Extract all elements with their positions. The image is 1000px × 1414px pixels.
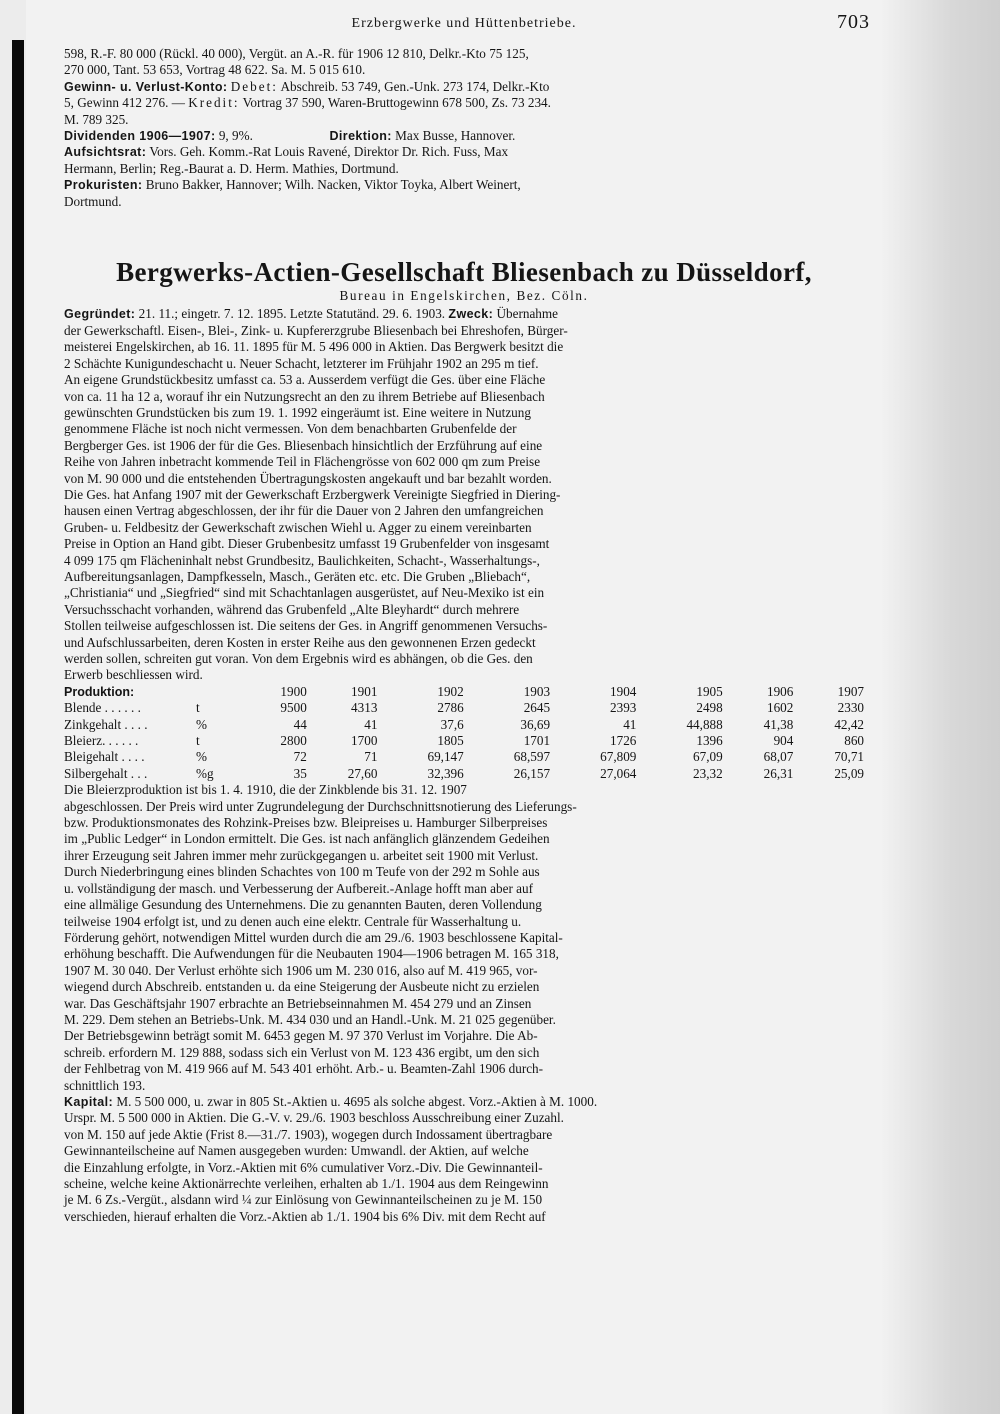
- gv-konto-label: Gewinn- u. Verlust-Konto:: [64, 79, 228, 94]
- prokuristen-line: [64, 177, 864, 193]
- text-line: eine allmälige Gesundung des Unternehmens. Die zu genannten Bauten, deren Vollendung: [64, 897, 542, 913]
- text-line: Dortmund.: [64, 193, 122, 209]
- row-label: Bleigehalt . . . .: [64, 749, 145, 765]
- table-cell: 70,71: [834, 749, 864, 765]
- text-line: genommene Fläche ist noch nicht vermessen. Von dem benachbarten Grubenfelde der: [64, 421, 517, 437]
- row-unit: t: [196, 700, 200, 716]
- text-line: Bergberger Ges. ist 1906 der für die Ges. Bliesenbach hinsichtlich der Erzführung auf eine: [64, 437, 543, 453]
- text-line: verschieden, hierauf erhalten die Vorz.-Aktien ab 1./1. 1904 bis 6% Div. mit dem Recht auf: [64, 1208, 546, 1224]
- gv-konto-line-2: [64, 95, 864, 111]
- table-cell: 41: [623, 716, 637, 732]
- table-cell: 36,69: [520, 716, 551, 732]
- text-line: abgeschlossen. Der Preis wird unter Zugrundelegung der Durchschnittsnotierung des Lieferungs-: [64, 798, 577, 814]
- text-line: wiegend durch Abschreib. entstanden u. da eine Steigerung der Ausbeute nicht zu erzielen: [64, 979, 540, 995]
- dividends-label: Dividenden 1906—1907:: [64, 129, 216, 144]
- text-line: Urspr. M. 5 500 000 in Aktien. Die G.-V. v. 29./6. 1903 beschloss Ausschreibung einer Zuzahl.: [64, 1110, 564, 1126]
- gv-line1-text: Abschreib. 53 749, Gen.-Unk. 273 174, Delkr.-Kto: [280, 78, 550, 94]
- row-unit: t: [196, 733, 200, 749]
- text-line: scheine, welche keine Aktionärrechte verleihen, erhalten ab 1./1. 1904 aus dem Reingewinn: [64, 1176, 549, 1191]
- text-line: 2 Schächte Kunigundeschacht u. Neuer Schacht, letzterer im Frühjahr 1902 an 295 m tief.: [64, 355, 539, 371]
- table-cell: 2498: [696, 700, 723, 716]
- table-cell: 69,147: [427, 749, 464, 765]
- table-cell: 41: [364, 716, 378, 732]
- text-line: und Aufschlussarbeiten, deren Kosten in erster Reihe aus den gewonnenen Erzen gedeckt: [64, 634, 536, 650]
- table-cell: 27,064: [600, 765, 637, 781]
- table-cell: 67,09: [693, 749, 723, 765]
- production-header-row: [64, 684, 864, 700]
- gv-line2b: Vortrag 37 590, Waren-Bruttogewinn 678 500, Zs. 73 234.: [242, 95, 551, 111]
- table-cell: 68,07: [763, 749, 794, 765]
- kapital-line: [64, 1094, 864, 1110]
- gegruendet-line: [64, 306, 864, 322]
- unit-header: [196, 684, 244, 700]
- production-row: [64, 717, 864, 733]
- text-line: An eigene Grundstückbesitz umfasst ca. 53 a. Ausserdem verfügt die Ges. über eine Fläche: [64, 372, 546, 388]
- text-line: von M. 150 auf jede Aktie (Frist 8.—31./7. 1903), wogegen durch Indossament übertragbare: [64, 1126, 553, 1142]
- table-cell: 904: [773, 733, 794, 749]
- dividends-line: [64, 128, 864, 144]
- production-row: [64, 733, 864, 749]
- text-line: Die Bleierzproduktion ist bis 1. 4. 1910, die der Zinkblende bis 31. 12. 1907: [64, 782, 467, 798]
- table-cell: 1726: [610, 733, 637, 749]
- gegruendet-value: 21. 11.; eingetr. 7. 12. 1895. Letzte Statutänd. 29. 6. 1903.: [138, 306, 446, 322]
- text-line: 1907 M. 30 040. Der Verlust erhöhte sich 1906 um M. 230 016, also auf M. 419 965, vor-: [64, 962, 538, 978]
- zweck-paragraph: [64, 323, 864, 684]
- aufsichtsrat-label: Aufsichtsrat:: [64, 145, 147, 160]
- row-unit: %: [196, 749, 207, 765]
- text-line: die Einzahlung erfolgte, in Vorz.-Aktien mit 6% cumulativer Vorz.-Div. Die Gewinnanteil-: [64, 1159, 543, 1175]
- running-title: Erzbergwerke und Hüttenbetriebe.: [351, 16, 577, 31]
- text-line: von M. 90 000 und die entstehenden Übertragungskosten angekauft und bar bezahlt worden.: [64, 470, 552, 486]
- text-line: Hermann, Berlin; Reg.-Baurat a. D. Herm. Mathies, Dortmund.: [64, 160, 399, 176]
- text-line: meisterei Engelskirchen, ab 16. 11. 1895 für M. 5 496 000 in Aktien. Das Bergwerk besitzt die: [64, 339, 564, 355]
- prokuristen-text: Bruno Bakker, Hannover; Wilh. Nacken, Viktor Toyka, Albert Weinert,: [145, 177, 521, 193]
- text-line: hausen einen Vertrag abgeschlossen, der ihr für die Dauer von 2 Jahren den umfangreichen: [64, 503, 544, 519]
- table-cell: 68,597: [513, 749, 551, 765]
- company-subtitle: Bureau in Engelskirchen, Bez. Cöln.: [339, 288, 589, 304]
- production-label: Produktion:: [64, 684, 135, 699]
- row-label: Zinkgehalt . . . .: [64, 716, 148, 732]
- table-cell: 2645: [523, 700, 551, 716]
- kredit-label: Kredit:: [188, 95, 240, 111]
- text-line: M. 789 325.: [64, 111, 129, 127]
- text-line: schnittlich 193.: [64, 1077, 146, 1093]
- text-line: Durch Niederbringung eines blinden Schachtes von 100 m Teufe von der 292 m Sohle aus: [64, 864, 540, 880]
- text-line: Reihe von Jahren inbetracht kommende Teil in Flächengrösse von 602 000 qm zum Preise: [64, 454, 541, 470]
- table-cell: 37,6: [440, 716, 464, 732]
- zweck-first: Übernahme: [496, 306, 558, 322]
- text-line: Die Ges. hat Anfang 1907 mit der Gewerkschaft Erzbergwerk Vereinigte Siegfried in Diering-: [64, 486, 561, 502]
- table-cell: 27,60: [347, 765, 378, 781]
- document-page: [64, 11, 870, 1225]
- text-line: der Gewerkschaftl. Eisen-, Blei-, Zink- u. Kupfererzgrube Bliesenbach bei Ehreshofen, Bürger-: [64, 322, 568, 338]
- text-line: bzw. Produktionsmonates des Rohzink-Preises bzw. Bleipreises u. Hamburger Silberpreises: [64, 815, 548, 831]
- page-number: 703: [837, 11, 870, 33]
- text-line: der Fehlbetrag von M. 419 966 auf M. 543 401 erhöht. Arb.- u. Beamten-Zahl 1906 durch-: [64, 1061, 544, 1077]
- year-header: 1900: [280, 683, 307, 699]
- text-line: Stollen teilweise aufgeschlossen ist. Die seitens der Ges. in Angriff genommenen Versuchs-: [64, 618, 548, 634]
- text-line: Preise in Option an Hand gibt. Dieser Grubenbesitz umfasst 19 Grubenfelder von insgesamt: [64, 536, 550, 552]
- text-line: Der Betriebsgewinn beträgt somit M. 6453 gegen M. 97 370 Verlust im Vorjahre. Die Ab-: [64, 1028, 538, 1044]
- year-header: 1904: [610, 683, 637, 699]
- table-cell: 860: [844, 733, 864, 749]
- text-line: schreib. erfordern M. 129 888, sodass sich ein Verlust von M. 123 436 ergibt, um den sich: [64, 1044, 540, 1060]
- binding-shadow: [12, 40, 24, 1414]
- table-cell: 1805: [437, 733, 464, 749]
- table-cell: 2786: [437, 700, 464, 716]
- report-paragraph: [64, 782, 864, 1094]
- table-cell: 44: [293, 716, 307, 732]
- table-cell: 1700: [351, 733, 378, 749]
- production-row: [64, 700, 864, 716]
- debet-label: Debet:: [230, 78, 278, 94]
- kapital-label: Kapital:: [64, 1094, 114, 1109]
- text-line: 598, R.-F. 80 000 (Rückl. 40 000), Vergüt. an A.-R. für 1906 12 810, Delkr.-Kto 75 125,: [64, 46, 529, 61]
- table-cell: 35: [293, 765, 307, 781]
- text-line: von ca. 11 ha 12 a, worauf ihr ein Nutzungsrecht an den zu ihrem Betriebe auf Bliesenbach: [64, 388, 545, 404]
- text-line: Förderung gehört, notwendigen Mittel wurden durch die am 29./6. 1903 beschlossene Kapital-: [64, 929, 563, 945]
- aufsichtsrat-text: Vors. Geh. Komm.-Rat Louis Ravené, Direktor Dr. Rich. Fuss, Max: [149, 144, 509, 160]
- text-line: u. vollständigung der masch. und Verbesserung der Aufbereit.-Anlage hofft man aber auf: [64, 880, 533, 896]
- direktion-label: Direktion:: [329, 129, 392, 144]
- text-line: ihrer Erzeugung seit Jahren immer mehr zurückgegangen u. arbeitet seit 1900 mit Verlust.: [64, 847, 539, 863]
- table-cell: 25,09: [834, 765, 864, 781]
- company-title: Bergwerks-Actien-Gesellschaft Bliesenbach zu Düsseldorf,: [116, 257, 812, 288]
- text-line: Aufbereitungsanlagen, Dampfkesseln, Masch., Geräten etc. etc. Die Gruben „Bliebach“,: [64, 568, 531, 584]
- text-line: 270 000, Tant. 53 653, Vortrag 48 622. Sa. M. 5 015 610.: [64, 62, 366, 78]
- year-header: 1902: [437, 683, 464, 699]
- running-head: [64, 11, 870, 46]
- row-label: Bleierz. . . . . .: [64, 733, 139, 749]
- gegruendet-label: Gegründet:: [64, 307, 136, 322]
- table-cell: 67,809: [600, 749, 637, 765]
- company-body: [64, 306, 864, 1225]
- text-line: gewünschten Grundstücken bis zum 19. 1. 1992 eingeräumt ist. Eine weitere in Nutzung: [64, 404, 531, 420]
- prokuristen-label: Prokuristen:: [64, 178, 143, 193]
- year-header: 1907: [837, 683, 864, 699]
- row-label: Blende . . . . . .: [64, 700, 141, 716]
- text-line: erhöhung beschafft. Die Aufwendungen für die Neubauten 1904—1906 betragen M. 165 318,: [64, 946, 559, 962]
- zweck-label: Zweck:: [448, 307, 494, 322]
- table-cell: 26,157: [513, 765, 551, 781]
- aufsichtsrat-line: [64, 144, 864, 160]
- year-header: 1905: [696, 683, 723, 699]
- table-cell: 2393: [610, 700, 637, 716]
- table-cell: 2800: [280, 733, 307, 749]
- text-line: Versuchsschacht vorhanden, während das Grubenfeld „Alte Bleyhardt“ durch mehrere: [64, 601, 520, 617]
- table-cell: 1701: [523, 733, 551, 749]
- table-cell: 41,38: [763, 716, 794, 732]
- year-header: 1901: [351, 683, 378, 699]
- scan-edge-shadow: [880, 0, 1000, 1414]
- row-unit: %g: [196, 765, 214, 781]
- text-line: je M. 6 Zs.-Vergüt., alsdann wird ¼ zur Einlösung von Gewinnanteilscheinen zu je M. 150: [64, 1192, 543, 1208]
- kapital-paragraph: [64, 1110, 864, 1225]
- table-cell: 23,32: [693, 765, 723, 781]
- table-cell: 42,42: [834, 716, 864, 732]
- previous-entry: [64, 46, 864, 210]
- row-unit: %: [196, 716, 207, 732]
- table-cell: 9500: [280, 700, 307, 716]
- year-header: 1903: [523, 683, 551, 699]
- table-cell: 72: [293, 749, 307, 765]
- table-cell: 2330: [837, 700, 864, 716]
- table-cell: 71: [364, 749, 378, 765]
- dividends-value: 9, 9%.: [218, 128, 253, 144]
- gv-konto-line: [64, 79, 864, 95]
- text-line: werden sollen, schreiten gut voran. Von dem Ergebnis wird es abhängen, ob die Ges. den: [64, 651, 533, 666]
- direktion-value: Max Busse, Hannover.: [395, 128, 516, 144]
- table-cell: 1602: [766, 700, 794, 716]
- text-line: Gewinnanteilscheine auf Namen ausgegeben wurden: Umwandl. der Aktien, auf welche: [64, 1143, 529, 1159]
- production-table: [64, 684, 864, 782]
- production-row: [64, 766, 864, 782]
- row-label: Silbergehalt . . .: [64, 765, 148, 781]
- table-cell: 1396: [696, 733, 723, 749]
- gv-line2a: 5, Gewinn 412 276. —: [64, 95, 185, 111]
- kapital-first: M. 5 500 000, u. zwar in 805 St.-Aktien u. 4695 als solche abgest. Vorz.-Aktien à M. 1000.: [116, 1093, 598, 1109]
- text-line: 4 099 175 qm Flächeninhalt nebst Grundbesitz, Baulichkeiten, Schacht-, Wasserhaltungs-,: [64, 552, 540, 568]
- text-line: M. 229. Dem stehen an Betriebs-Unk. M. 434 030 und an Handl.-Unk. M. 21 025 gegenüber.: [64, 1011, 556, 1027]
- table-cell: 32,396: [427, 765, 464, 781]
- text-line: teilweise 1904 erfolgt ist, und zu denen auch eine elektr. Centrale für Wasserhaltung u.: [64, 913, 522, 929]
- text-line: im „Public Ledger“ in London ermittelt. Die Ges. ist nach anfänglich glänzendem Gedeihen: [64, 831, 550, 847]
- table-cell: 44,888: [686, 716, 723, 732]
- text-line: Erwerb beschliessen wird.: [64, 667, 203, 683]
- text-line: „Christiania“ und „Siegfried“ sind mit Schachtanlagen ausgerüstet, auf Neu-Mexiko ist ein: [64, 585, 545, 601]
- table-cell: 4313: [351, 700, 378, 716]
- table-cell: 26,31: [763, 765, 794, 781]
- production-row: [64, 749, 864, 765]
- text-line: war. Das Geschäftsjahr 1907 erbrachte an Betriebseinnahmen M. 454 279 und an Zinsen: [64, 995, 532, 1011]
- text-line: Gruben- u. Feldbesitz der Gewerkschaft zwischen Wiehl u. Agger zu einem vereinbarten: [64, 519, 532, 535]
- year-header: 1906: [766, 683, 794, 699]
